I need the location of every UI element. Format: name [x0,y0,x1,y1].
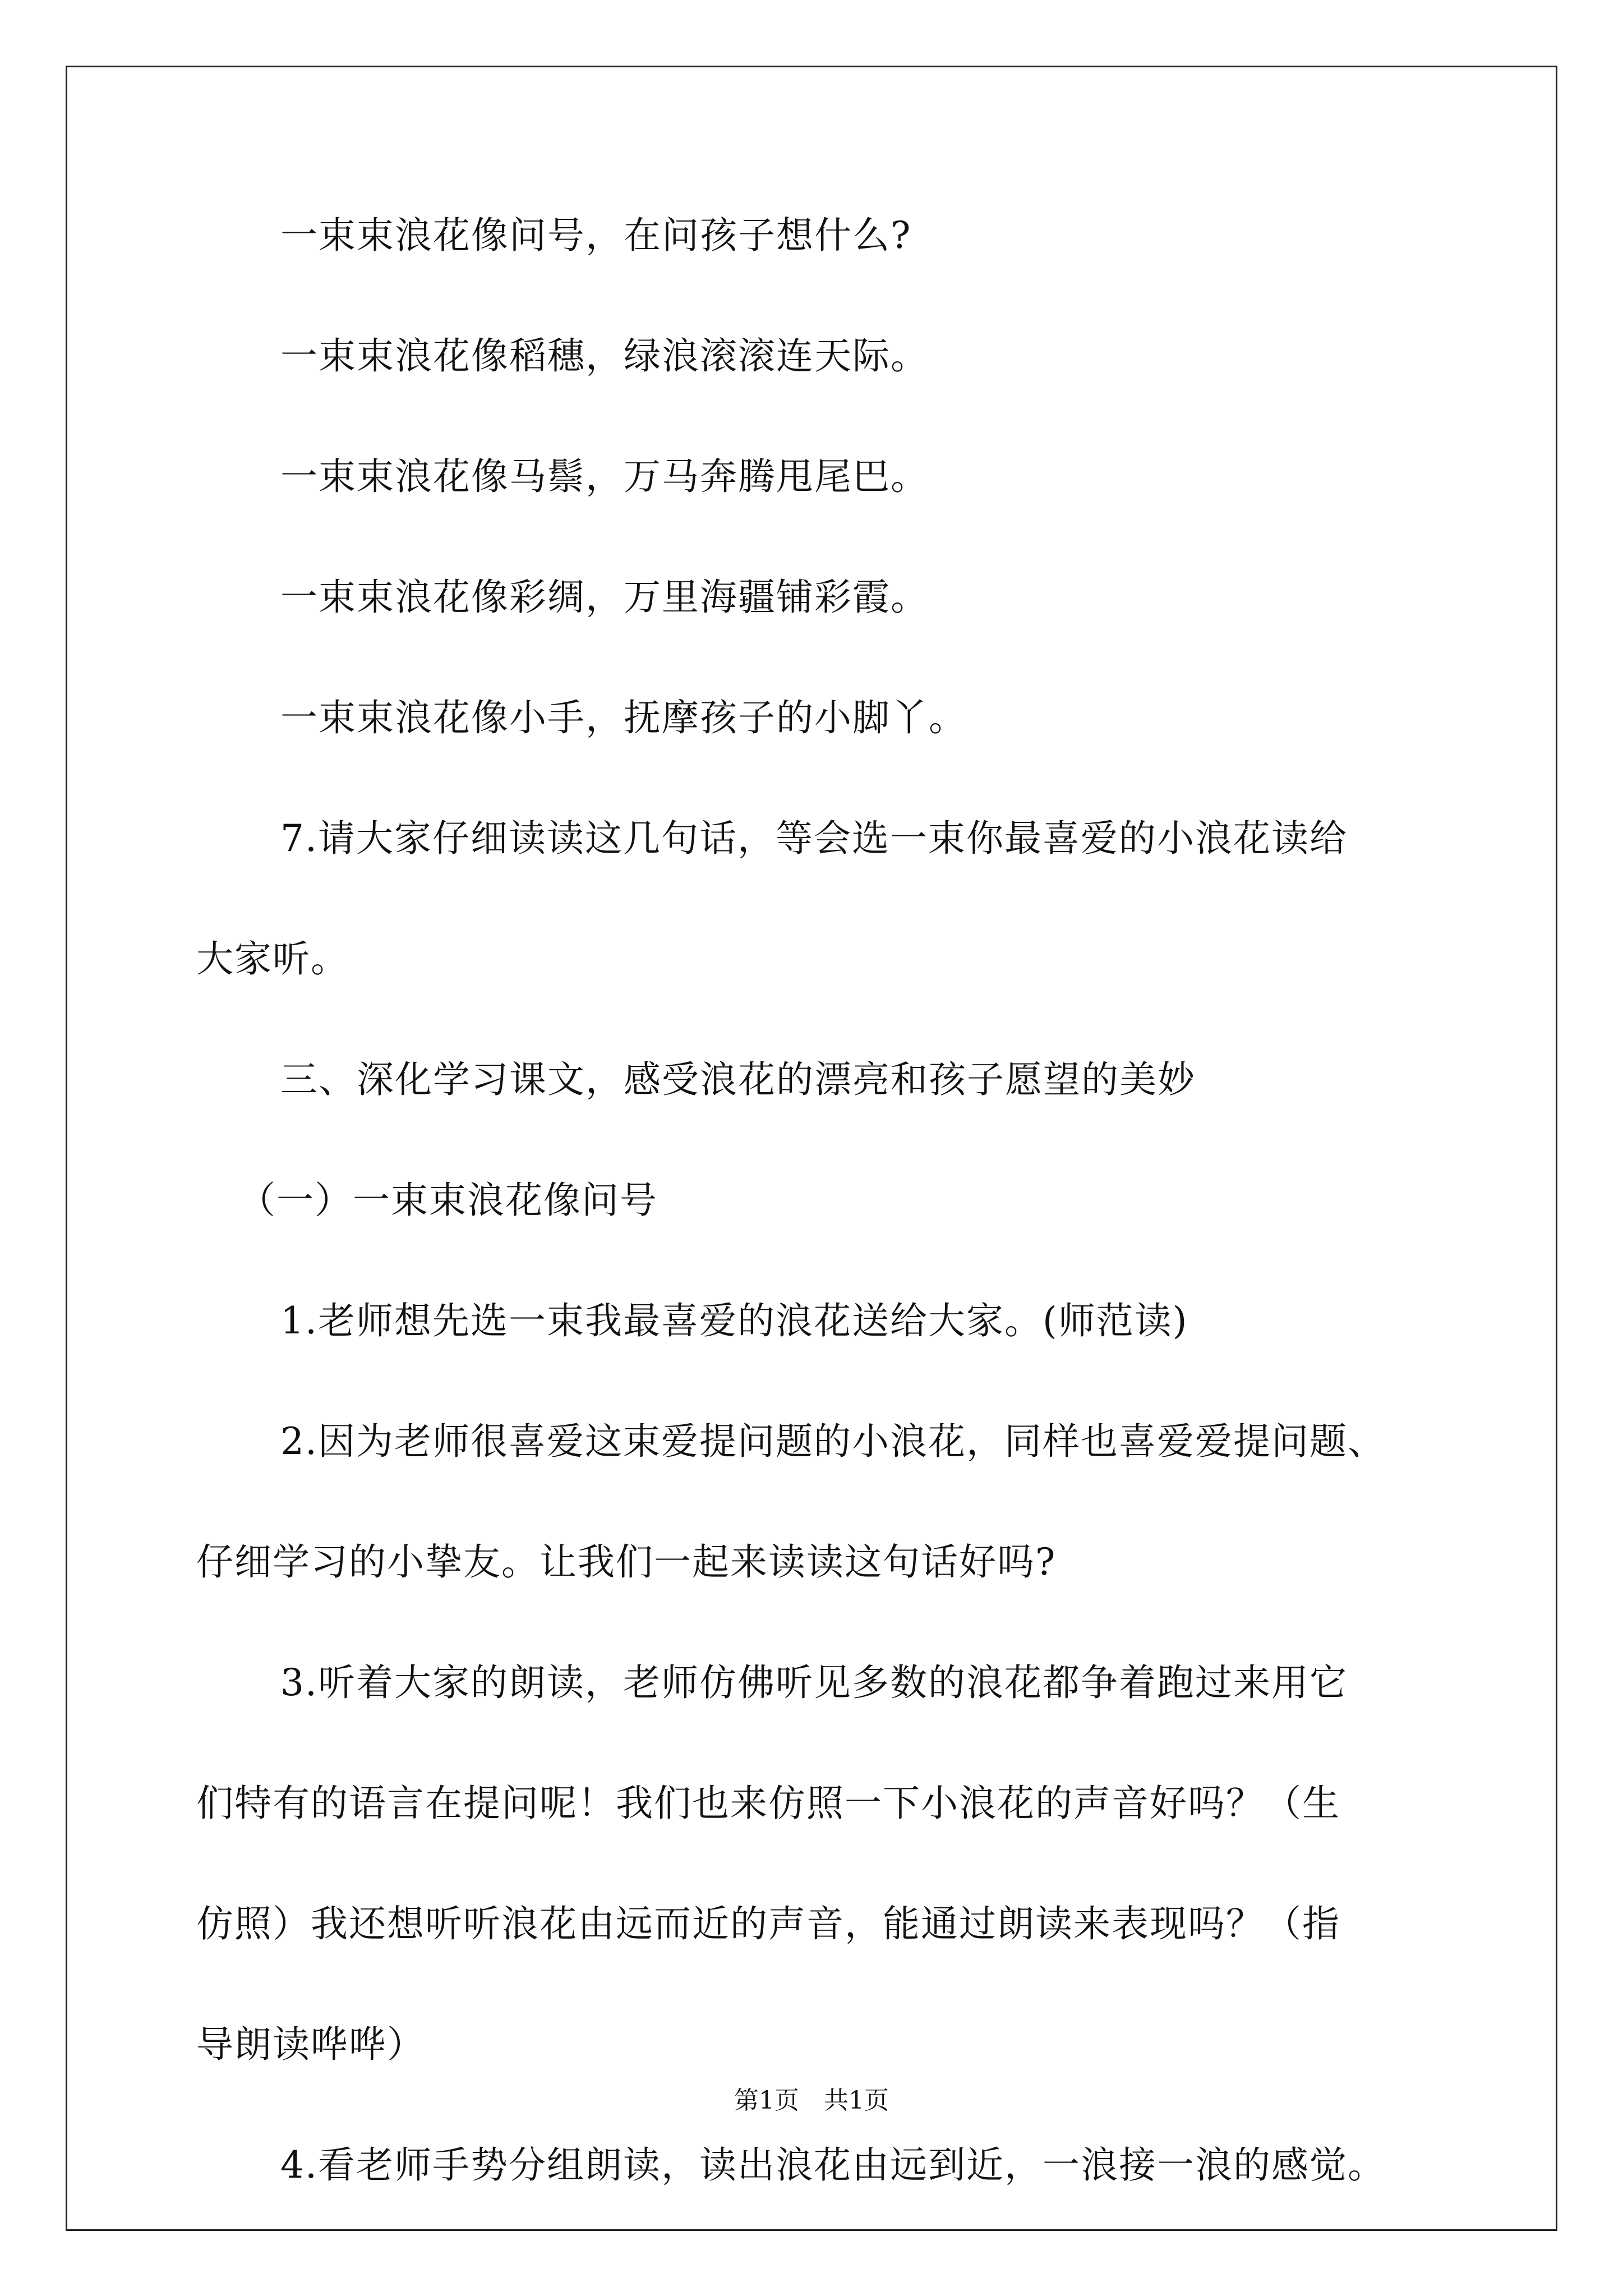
item-2-line-1: 2.因为老师很喜爱这束爱提问题的小浪花，同样也喜爱爱提问题、 [280,1420,1386,1463]
section-heading-3: 三、深化学习课文，感受浪花的漂亮和孩子愿望的美妙 [280,1058,1196,1101]
subsection-heading-1: （一）一束束浪花像问号 [238,1179,658,1222]
poem-line-2: 一束束浪花像稻穗，绿浪滚滚连天际。 [280,334,929,378]
poem-line-5: 一束束浪花像小手，抚摩孩子的小脚丫。 [280,696,967,739]
paragraph-7-line-1: 7.请大家仔细读读这几句话，等会选一束你最喜爱的小浪花读给 [280,817,1348,860]
poem-line-3: 一束束浪花像马鬃，万马奔腾甩尾巴。 [280,455,929,498]
page-footer: 第1页 共1页 [734,2086,889,2115]
item-3-line-3: 仿照）我还想听听浪花由远而近的声音，能通过朗读来表现吗？（指 [196,1902,1340,1945]
poem-line-4: 一束束浪花像彩绸，万里海疆铺彩霞。 [280,576,929,619]
item-1: 1.老师想先选一束我最喜爱的浪花送给大家。(师范读) [280,1299,1188,1342]
poem-line-1: 一束束浪花像问号，在问孩子想什么? [280,214,912,257]
item-3-line-1: 3.听着大家的朗读，老师仿佛听见多数的浪花都争着跑过来用它 [280,1661,1348,1704]
item-3-line-4: 导朗读哗哗） [196,2023,425,2066]
paragraph-7-line-2: 大家听。 [196,937,349,981]
item-4: 4.看老师手势分组朗读，读出浪花由远到近，一浪接一浪的感觉。 [280,2143,1386,2187]
item-3-line-2: 们特有的语言在提问呢！我们也来仿照一下小浪花的声音好吗？（生 [196,1782,1340,1825]
item-2-line-2: 仔细学习的小挚友。让我们一起来读读这句话好吗? [196,1540,1057,1584]
